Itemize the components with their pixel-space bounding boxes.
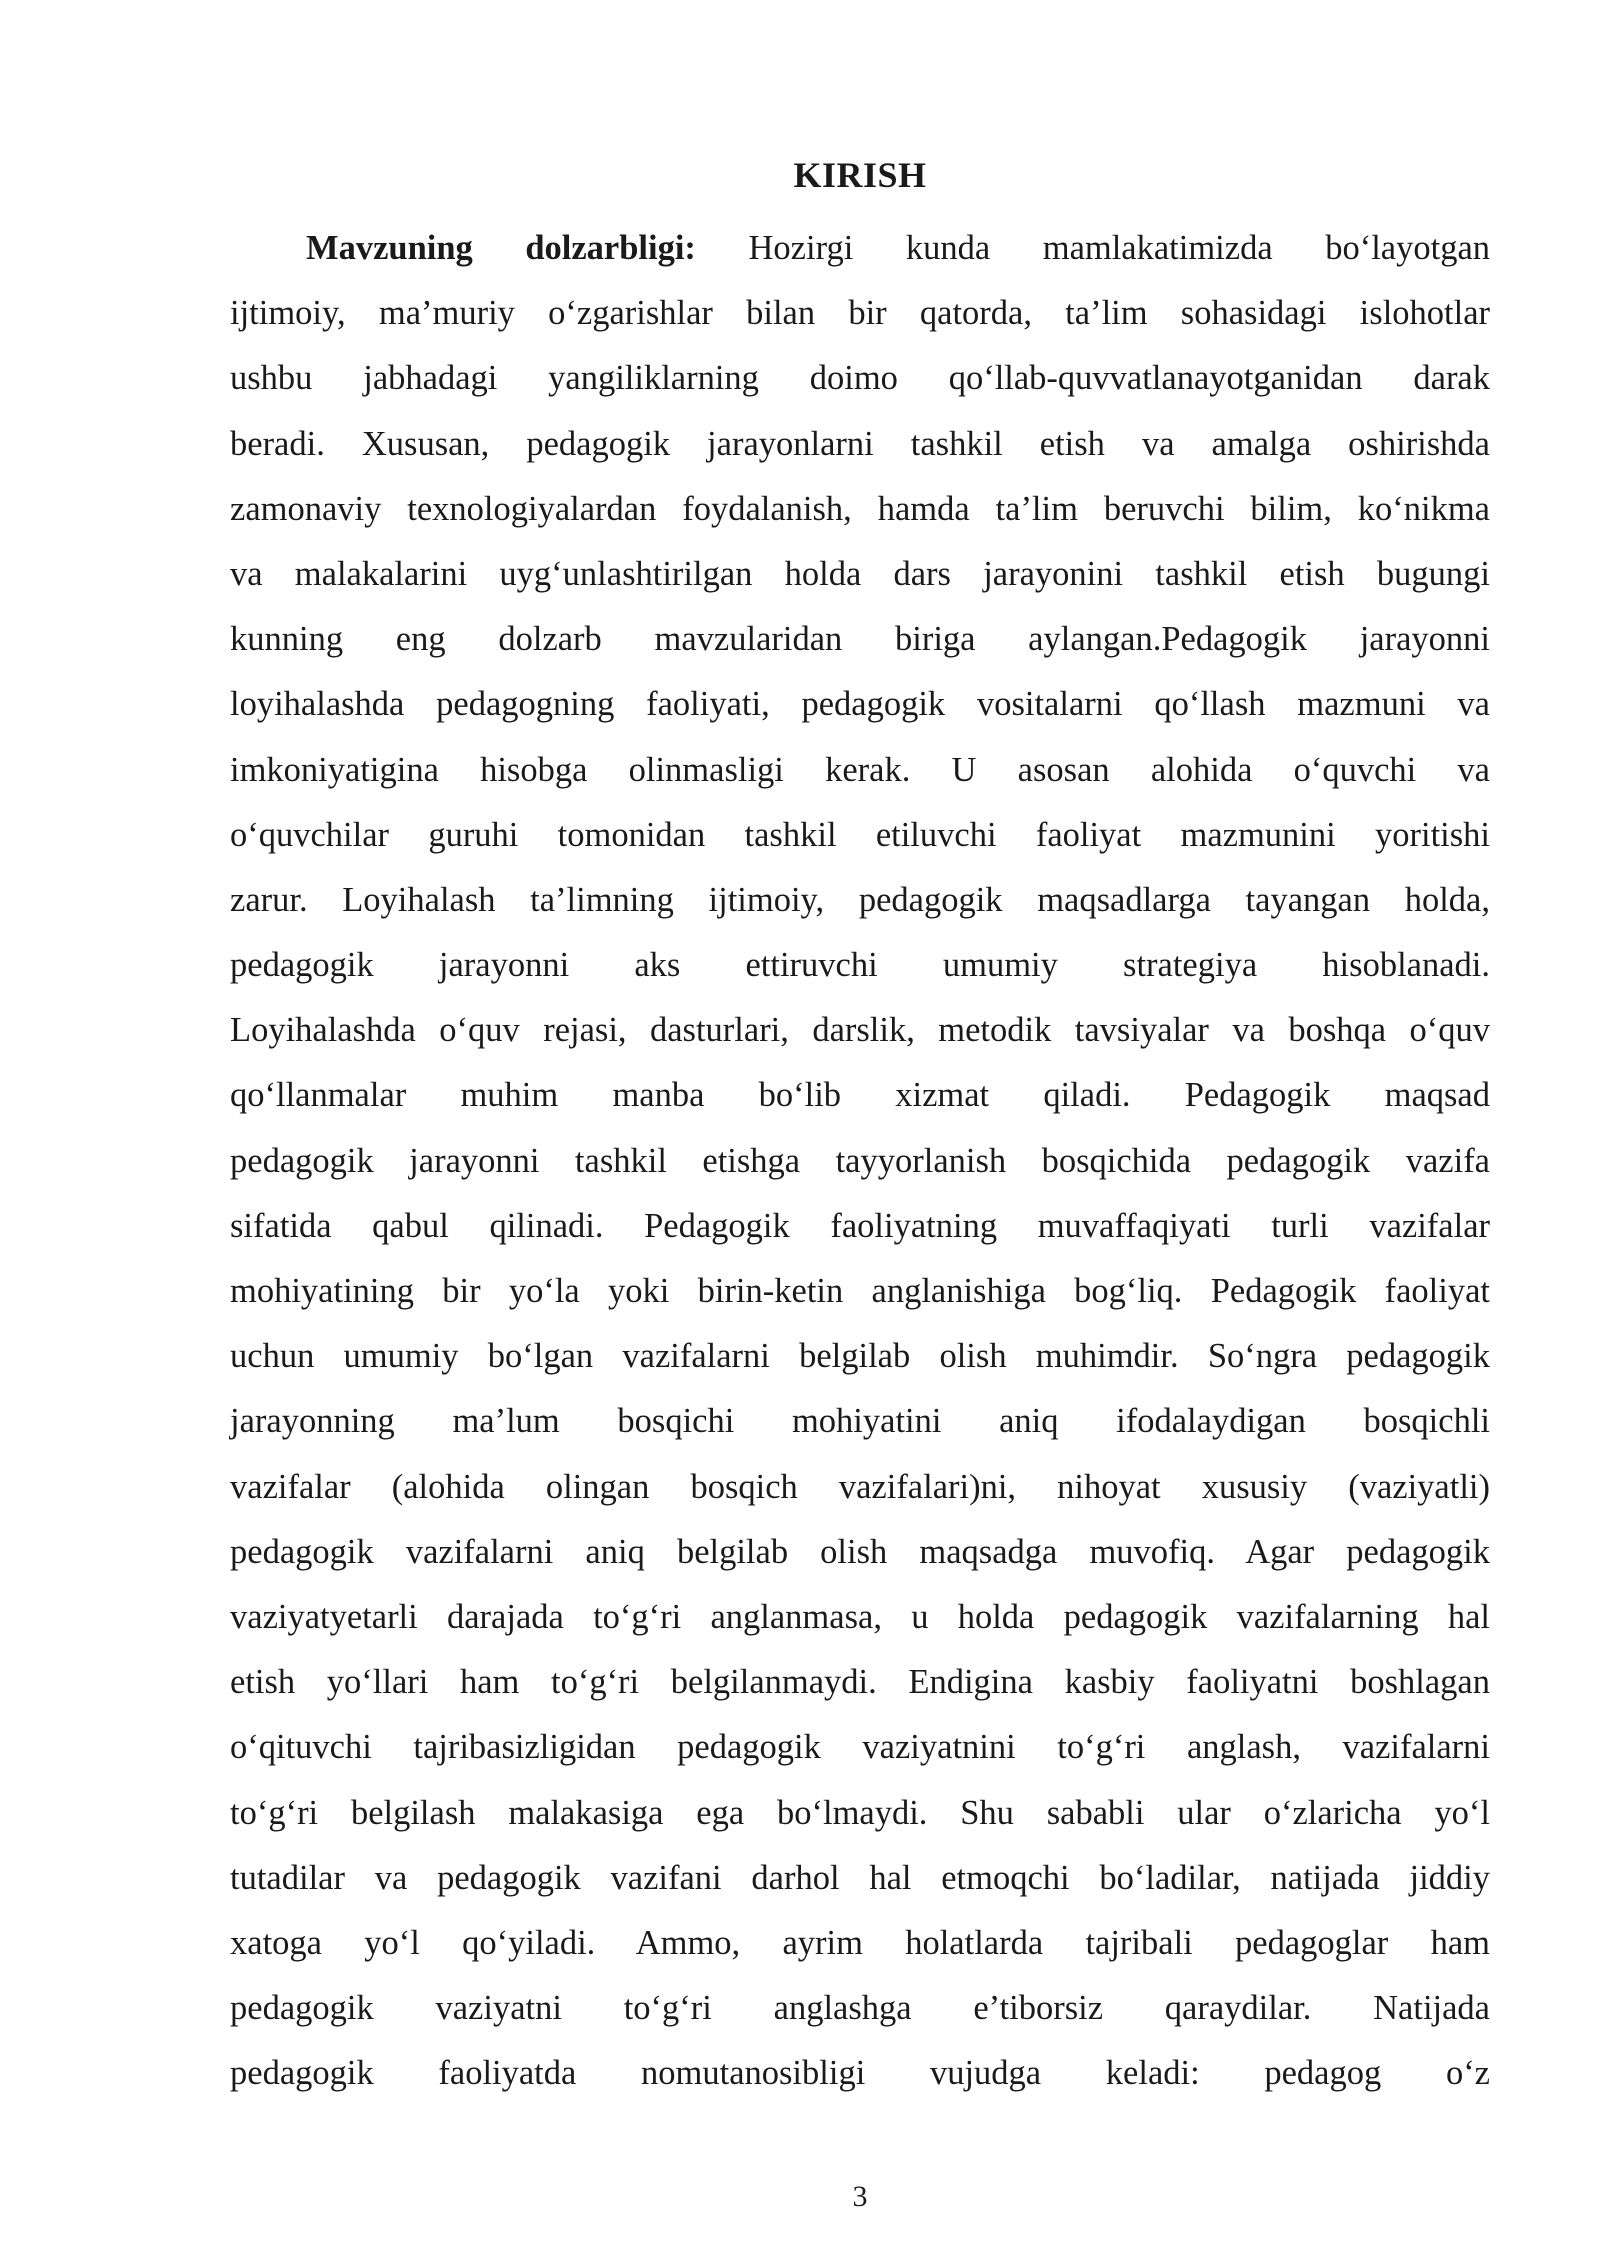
- paragraph-line: va malakalarini uyg‘unlashtirilgan holda dars jarayonini tashkil etish bugungi: [230, 554, 1490, 593]
- paragraph-line: sifatida qabul qilinadi. Pedagogik faoliyatning muvaffaqiyati turli vazifalar: [230, 1206, 1490, 1245]
- paragraph-line: to‘g‘ri belgilash malakasiga ega bo‘lmaydi. Shu sababli ular o‘zlaricha yo‘l: [230, 1793, 1490, 1832]
- paragraph-line: pedagogik faoliyatda nomutanosibligi vujudga keladi: pedagog o‘z: [230, 2054, 1490, 2093]
- paragraph-line: pedagogik jarayonni aks ettiruvchi umumiy strategiya hisoblanadi.: [230, 946, 1490, 985]
- paragraph-line: qo‘llanmalar muhim manba bo‘lib xizmat qiladi. Pedagogik maqsad: [230, 1076, 1490, 1115]
- paragraph-line: kunning eng dolzarb mavzularidan biriga aylangan.Pedagogik jarayonni: [230, 620, 1490, 659]
- paragraph-line: pedagogik jarayonni tashkil etishga tayyorlanish bosqichida pedagogik vazifa: [230, 1141, 1490, 1180]
- page-number: 3: [852, 2180, 868, 2213]
- paragraph-line: zarur. Loyihalash ta’limning ijtimoiy, pedagogik maqsadlarga tayangan holda,: [230, 880, 1490, 919]
- paragraph-line-text: Hozirgi kunda mamlakatimizda bo‘layotgan: [748, 229, 1491, 267]
- paragraph-line: pedagogik vaziyatni to‘g‘ri anglashga e’tiborsiz qaraydilar. Natijada: [230, 1989, 1490, 2028]
- paragraph-line: o‘quvchilar guruhi tomonidan tashkil etiluvchi faoliyat mazmunini yoritishi: [230, 815, 1490, 854]
- page-title: KIRISH: [793, 155, 927, 195]
- paragraph-line: ushbu jabhadagi yangiliklarning doimo qo‘llab-quvvatlanayotganidan darak: [230, 359, 1490, 398]
- paragraph-line: ijtimoiy, ma’muriy o‘zgarishlar bilan bir qatorda, ta’lim sohasidagi islohotlar: [230, 294, 1490, 333]
- paragraph-line: uchun umumiy bo‘lgan vazifalarni belgilab olish muhimdir. So‘ngra pedagogik: [230, 1337, 1490, 1376]
- paragraph-line: [230, 216, 1490, 281]
- paragraph-line: loyihalashda pedagogning faoliyati, pedagogik vositalarni qo‘llash mazmuni va: [230, 685, 1490, 724]
- paragraph-line: mohiyatining bir yo‘la yoki birin-ketin anglanishiga bog‘liq. Pedagogik faoliyat: [230, 1272, 1490, 1310]
- paragraph-line: zamonaviy texnologiyalardan foydalanish, hamda ta’lim beruvchi bilim, ko‘nikma: [230, 489, 1490, 528]
- body-paragraph: [230, 216, 1490, 2106]
- paragraph-line: pedagogik vazifalarni aniq belgilab olish maqsadga muvofiq. Agar pedagogik: [230, 1532, 1490, 1571]
- paragraph-line: tutadilar va pedagogik vazifani darhol hal etmoqchi bo‘ladilar, natijada jiddiy: [230, 1858, 1490, 1897]
- paragraph-line: o‘qituvchi tajribasizligidan pedagogik vaziyatnini to‘g‘ri anglash, vazifalarni: [230, 1728, 1490, 1767]
- paragraph-line: xatoga yo‘l qo‘yiladi. Ammo, ayrim holatlarda tajribali pedagoglar ham: [230, 1923, 1490, 1962]
- paragraph-line: vaziyatyetarli darajada to‘g‘ri anglanmasa, u holda pedagogik vazifalarning hal: [230, 1597, 1490, 1636]
- paragraph-line: Loyihalashda o‘quv rejasi, dasturlari, darslik, metodik tavsiyalar va boshqa o‘quv: [230, 1011, 1490, 1050]
- paragraph-line: jarayonning ma’lum bosqichi mohiyatini aniq ifodalaydigan bosqichli: [230, 1402, 1490, 1441]
- paragraph-line: imkoniyatigina hisobga olinmasligi kerak. U asosan alohida o‘quvchi va: [230, 750, 1490, 789]
- topic-relevance-label: Mavzuning dolzarbligi:: [306, 229, 696, 267]
- paragraph-line: vazifalar (alohida olingan bosqich vazifalari)ni, nihoyat xususiy (vaziyatli): [230, 1467, 1490, 1506]
- paragraph-line: etish yo‘llari ham to‘g‘ri belgilanmaydi. Endigina kasbiy faoliyatni boshlagan: [230, 1663, 1490, 1702]
- paragraph-line: beradi. Xususan, pedagogik jarayonlarni tashkil etish va amalga oshirishda: [230, 424, 1490, 463]
